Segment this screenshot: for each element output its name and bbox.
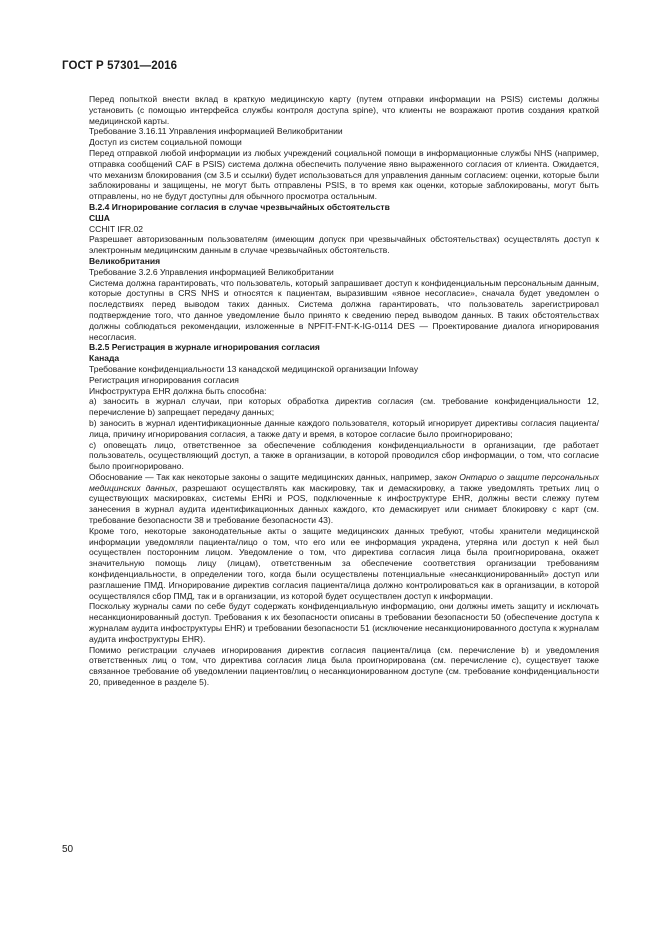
paragraph: Инфоструктура EHR должна быть способна: (89, 385, 267, 396)
paragraph: Помимо регистрации случаев игнорирования директив согласия пациента/лица (см. перечисление b) и уведомления ответственных лиц о том, что директива согласия лица была проигнорирована (см. перечисление с), существует также связанное требование об уведомлении пациентов/лиц о несанкционированном доступе (см. требование конфиденциальности 20, приведенное в разделе 5). (89, 644, 599, 688)
list-item: с) оповещать лицо, ответственное за обеспечение соблюдения конфиденциальности в организации, где работает пользователь, осуществляющий доступ, а также в организации, в которой проводился сбор информации, о том, что согласие было проигнорировано. (89, 439, 599, 472)
country-heading: Канада (89, 353, 120, 364)
rationale-text: Обоснование — Так как некоторые законы о защите медицинских данных, например, (89, 471, 435, 482)
rationale-text: , разрешают осуществлять как маскировку, так и демаскировку, а также уведомлять третьих лиц о существующих маскировках, системы EHRi и POS, подключенные к инфоструктуре EHR, должны вести слежку путем занесения в журнал аудита идентификационных данных каждого, кто демаскирует или снимает блокировку с карт (см. требование безопасности 38 и требование безопасности 43). (89, 482, 600, 526)
rationale-law-name: закон Онтарио о защите персональных медицинских данных (89, 471, 599, 493)
paragraph: Перед попыткой внести вклад в краткую медицинскую карту (путем отправки информации на PSIS) системы должны установить (с помощью интерфейса службы контроля доступа spine), что клиенты не возражают против создания краткой медицинской карты. (89, 94, 599, 126)
rationale-paragraph (89, 472, 599, 526)
page-number: 50 (62, 844, 74, 855)
country-heading: Великобритания (89, 255, 161, 266)
paragraph: Поскольку журналы сами по себе будут содержать конфиденциальную информацию, они должны иметь защиту и исключать несанкционированный доступ. Требования к их безопасности описаны в требовании безопасности 50 (обеспечение доступа к журналам аудита инфоструктуры EHR) и требовании безопасности 51 (исключение несанкционированного доступа к журналам аудита инфоструктуры EHR). (89, 601, 599, 644)
list-item: а) заносить в журнал случаи, при которых обработка директив согласия (см. требование конфиденциальности 12, перечисление b) запрещает передачу данных; (89, 396, 599, 418)
paragraph: Кроме того, некоторые законодательные акты о защите медицинских данных требуют, чтобы хранители медицинской информации уведомляли пациента/лицо о том, что его или ее информация украдена, утеряна или доступ к ней был осуществлен посторонним лицом. Уведомление о том, что директива согласия лица была проигнорирована, окажет значительную помощь лицу (лицам), ответственным за обеспечение соответствия организации требованиям конфиденциальности, в определении того, когда были осуществлены потенциальные «несанкционированный» доступ или разглашение ПМД. Игнорирование директив согласия пациента/лица должно контролироваться как в организации, в которой осуществлялся сбор ПМД, так и в организации, из которой будет осуществлен доступ к информации. (89, 525, 599, 601)
paragraph: Разрешает авторизованным пользователям (имеющим допуск при чрезвычайных обстоятельствах) осуществлять доступ к электронным медицинским данным в случае чрезвычайных обстоятельств. (89, 234, 599, 256)
paragraph: Перед отправкой любой информации из любых учреждений социальной помощи в информационные службы NHS (например, отправка сообщений CAF в PSIS) система должна обеспечить получение явно выраженного согласия от клиента. Ожидается, что механизм блокирования (см 3.5 и ссылки) будет использоваться для управления данным согласием: оценки, которые были заблокированы и защищены, не могут быть отправлены PSIS, в то время как оценки, которые заблокированы, могут быть отправлены, но не будут доступны для обычного просмотра остальным. (89, 147, 599, 202)
list-item: b) заносить в журнал идентификационные данные каждого пользователя, который игнорирует директивы согласия пациента/лица, причину игнорирования согласия, а также дату и время, в которое согласие было проигнорировано; (89, 417, 599, 439)
subheading: Доступ из систем социальной помощи (89, 137, 242, 148)
requirement-reference: CCHIT IFR.02 (89, 223, 143, 234)
requirement-reference: Требование 3.2.6 Управления информацией Великобритании (89, 266, 334, 277)
document-body (89, 94, 599, 688)
section-heading: B.2.4 Игнорирование согласия в случае чрезвычайных обстоятельств (89, 201, 390, 212)
requirement-reference: Требование 3.16.11 Управления информацией Великобритании (89, 126, 343, 137)
paragraph: Система должна гарантировать, что пользователь, который запрашивает доступ к конфиденциальным персональным данным, которые доступны в CRS NHS и относятся к пациентам, выразившим «явное несогласие», сначала будет уведомлен о последствиях перед выводом таких данных. Система должна гарантировать, что пользователь зарегистрировал подтверждение того, что данное уведомление было принято к сведению перед выводом данных. В таких обстоятельствах должны соблюдаться рекомендации, изложенные в NPFIT-FNT-K-IG-0114 DES — Проектирование диалога игнорирования несогласия. (89, 277, 599, 342)
requirement-reference: Требование конфиденциальности 13 канадской медицинской организации Infoway (89, 363, 419, 374)
section-heading: B.2.5 Регистрация в журнале игнорирования согласия (89, 342, 320, 353)
country-heading: США (89, 212, 110, 223)
subheading: Регистрация игнорирования согласия (89, 374, 239, 385)
document-header: ГОСТ Р 57301—2016 (62, 60, 178, 72)
